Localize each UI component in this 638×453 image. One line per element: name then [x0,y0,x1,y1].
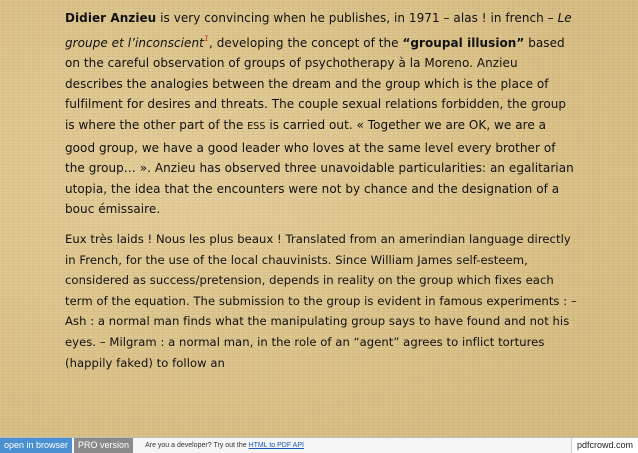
ess-acronym: ESS [247,120,266,132]
article-body [65,8,577,382]
paragraph-text: , developing the concept of the [209,35,403,50]
footer-message-text: Are you a developer? Try out the [145,442,249,449]
pdfcrowd-site-link[interactable]: pdfcrowd.com [571,438,638,453]
pro-version-button[interactable]: PRO version [74,438,133,453]
paragraph-anzieu [65,8,577,220]
footer-message [145,438,304,453]
concept-term: “groupal illusion” [402,35,525,50]
paragraph-text: is very convincing when he publishes, in 1971 – alas ! in french – [156,11,558,25]
footnote-link[interactable]: 1 [203,33,210,43]
paragraph-text: is carried out. « Together we are OK, we are a good group, we have a good leader who loves at the same level every brother of the group… ». Anzieu has observed three unavoidable particularities: an egalitarian utopia, the idea that the encounters were not by chance and the designation of a bouc émissaire. [65,117,574,217]
html-to-pdf-api-link[interactable]: HTML to PDF API [248,442,304,449]
pdfcrowd-footer [0,437,638,453]
paragraph-text: based on the careful observation of groups of psychotherapy à la Moreno. Anzieu describes the analogies between the dream and the group which is the place of fulfilment for desires and threats. The couple sexual relations forbidden, the group is where the other part of the [65,35,567,132]
author-name: Didier Anzieu [65,11,157,25]
paragraph-eux-tres-laids: Eux très laids ! Nous les plus beaux ! Translated from an amerindian language directly in French, for the use of the local chauvinists. Since William James self-esteem, considered as success/pretension, depends in reality on the group which fixes each term of the equation. The submission to the group is evident in famous experiments : – Ash : a normal man finds what the manipulating group says to have found and not his eyes. – Milgram : a normal man, in the role of an “agent” agrees to inflict tortures (happily faked) to follow an [65,231,577,370]
book-title: Le groupe et l’inconscient [65,11,572,50]
open-in-browser-button[interactable]: open in browser [0,438,72,453]
